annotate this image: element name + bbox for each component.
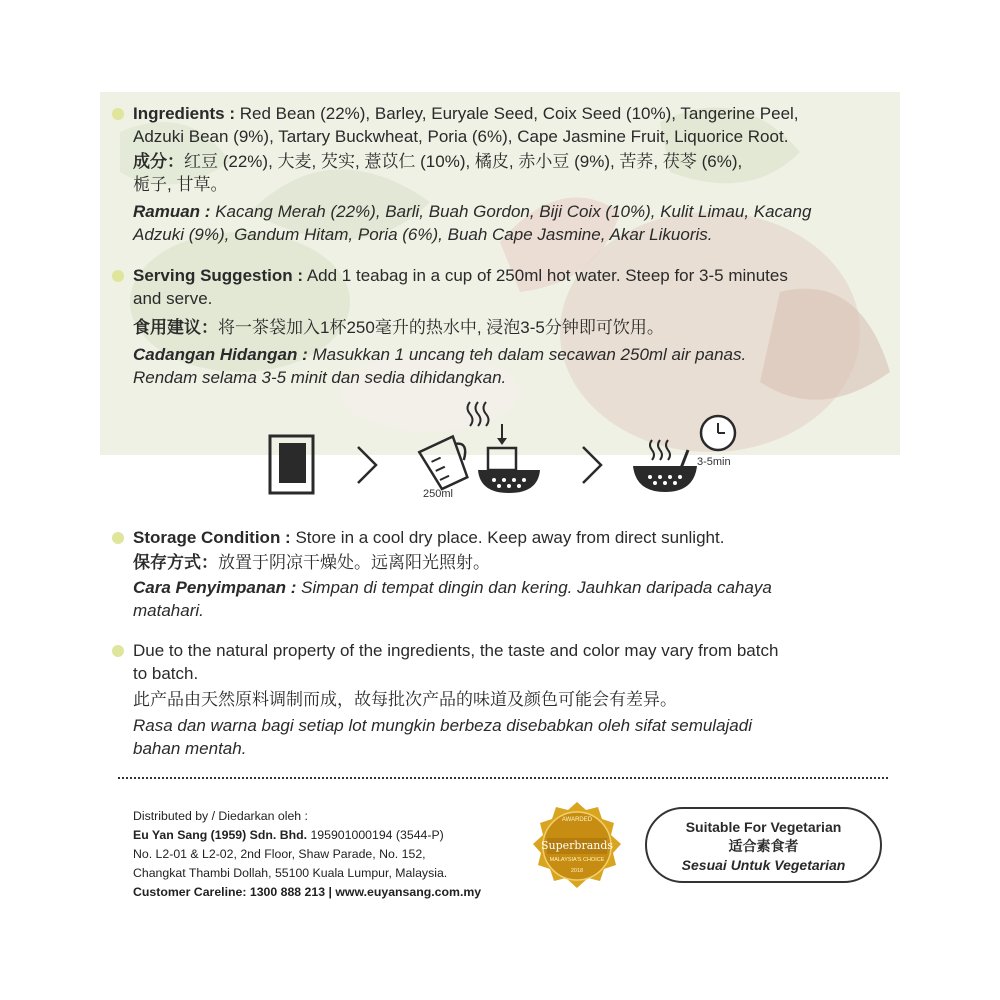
arrow-down-icon	[497, 424, 507, 445]
ingredients-zh-line2: 栀子, 甘草。	[133, 175, 228, 194]
bullet-dot	[112, 108, 124, 120]
ingredients-ms-line2: Adzuki (9%), Gandum Hitam, Poria (6%), Buah Cape Jasmine, Akar Likuoris.	[133, 225, 713, 244]
serving-ms-label: Cadangan Hidangan :	[133, 345, 308, 364]
chevron-right-icon	[583, 447, 601, 483]
ingredients-zh-line1: 红豆 (22%), 大麦, 芡实, 薏苡仁 (10%), 橘皮, 赤小豆 (9%), 苦荞, 茯苓 (6%),	[184, 152, 743, 171]
ingredients-ms-label: Ramuan :	[133, 202, 211, 221]
cup-icon	[478, 448, 540, 493]
storage-zh-label: 保存方式：	[133, 553, 218, 572]
bullet-dot	[112, 532, 124, 544]
serving-section	[112, 264, 882, 389]
storage-section	[112, 526, 882, 622]
bullet-dot	[112, 645, 124, 657]
distributor-heading: Distributed by / Diedarkan oleh :	[133, 809, 308, 823]
vegetarian-en: Suitable For Vegetarian	[685, 819, 842, 835]
ingredients-label: Ingredients :	[133, 104, 236, 123]
address-line1: No. L2-01 & L2-02, 2nd Floor, Shaw Parade, No. 152,	[133, 847, 426, 861]
serving-en-line2: and serve.	[133, 289, 213, 308]
storage-zh-line1: 放置于阴凉干燥处。远离阳光照射。	[218, 553, 490, 572]
ingredients-en-line2: Adzuki Bean (9%), Tartary Buckwheat, Poria (6%), Cape Jasmine Fruit, Liquorice Root.	[133, 127, 789, 146]
badge-sub-text: MALAYSIA'S CHOICE	[549, 857, 605, 863]
vegetarian-zh: 适合素食者	[728, 838, 799, 854]
chevron-right-icon	[358, 447, 376, 483]
distributor-block	[133, 807, 481, 902]
serving-ms-line1: Masukkan 1 uncang teh dalam secawan 250ml air panas.	[307, 345, 747, 364]
note-ms-line1: Rasa dan warna bagi setiap lot mungkin berbeza disebabkan oleh sifat semulajadi	[133, 716, 752, 735]
storage-ms-line1: Simpan di tempat dingin dan kering. Jauhkan daripada cahaya	[296, 578, 772, 597]
note-en-line2: to batch.	[133, 664, 199, 683]
bullet-dot	[112, 270, 124, 282]
measuring-jug-icon	[419, 434, 476, 491]
company-reg: 195901000194 (3544-P)	[307, 828, 444, 842]
serving-en-line1: Add 1 teabag in a cup of 250ml hot water. Steep for 3-5 minutes	[303, 266, 788, 285]
serving-label: Serving Suggestion :	[133, 266, 304, 285]
clock-icon	[701, 416, 735, 450]
ingredients-ms-line1: Kacang Merah (22%), Barli, Buah Gordon, Biji Coix (10%), Kulit Limau, Kacang	[210, 202, 812, 221]
note-section	[112, 639, 882, 760]
divider	[118, 777, 888, 779]
note-zh-line1: 此产品由天然原料调制而成，故每批次产品的味道及颜色可能会有差异。	[133, 690, 677, 709]
vegetarian-ms: Sesuai Untuk Vegetarian	[681, 857, 846, 873]
vegetarian-label	[645, 807, 882, 883]
note-en-line1: Due to the natural property of the ingredients, the taste and color may vary from batch	[133, 641, 779, 660]
address-line2: Changkat Thambi Dollah, 55100 Kuala Lumpur, Malaysia.	[133, 866, 448, 880]
preparation-steps	[0, 390, 1000, 510]
superbrands-badge	[529, 800, 625, 896]
serving-zh-line1: 将一茶袋加入1杯250毫升的热水中, 浸泡3-5分钟即可饮用。	[218, 318, 664, 337]
serving-ms-line2: Rendam selama 3-5 minit dan sedia dihidangkan.	[133, 368, 507, 387]
ingredients-en-line1: Red Bean (22%), Barley, Euryale Seed, Coix Seed (10%), Tangerine Peel,	[235, 104, 799, 123]
badge-brand-text: Superbrands	[540, 839, 614, 852]
volume-label: 250ml	[423, 488, 453, 500]
storage-ms-label: Cara Penyimpanan :	[133, 578, 297, 597]
serving-zh-label: 食用建议：	[133, 318, 218, 337]
bowl-icon	[633, 440, 697, 492]
note-ms-line2: bahan mentah.	[133, 739, 247, 758]
ingredients-section	[112, 102, 882, 246]
customer-careline: Customer Careline: 1300 888 213 | www.euyansang.com.my	[133, 885, 482, 899]
time-label: 3-5min	[697, 456, 731, 468]
storage-ms-line2: matahari.	[133, 601, 204, 620]
storage-en-line1: Store in a cool dry place. Keep away from direct sunlight.	[290, 528, 725, 547]
steam-icon	[468, 402, 489, 426]
company-name: Eu Yan Sang (1959) Sdn. Bhd.	[133, 828, 308, 842]
ingredients-zh-label: 成分：	[133, 152, 184, 171]
storage-label: Storage Condition :	[133, 528, 291, 547]
badge-top-text: AWARDED	[561, 817, 593, 823]
badge-year-text: 2018	[570, 868, 584, 874]
teabag-icon	[270, 436, 313, 493]
